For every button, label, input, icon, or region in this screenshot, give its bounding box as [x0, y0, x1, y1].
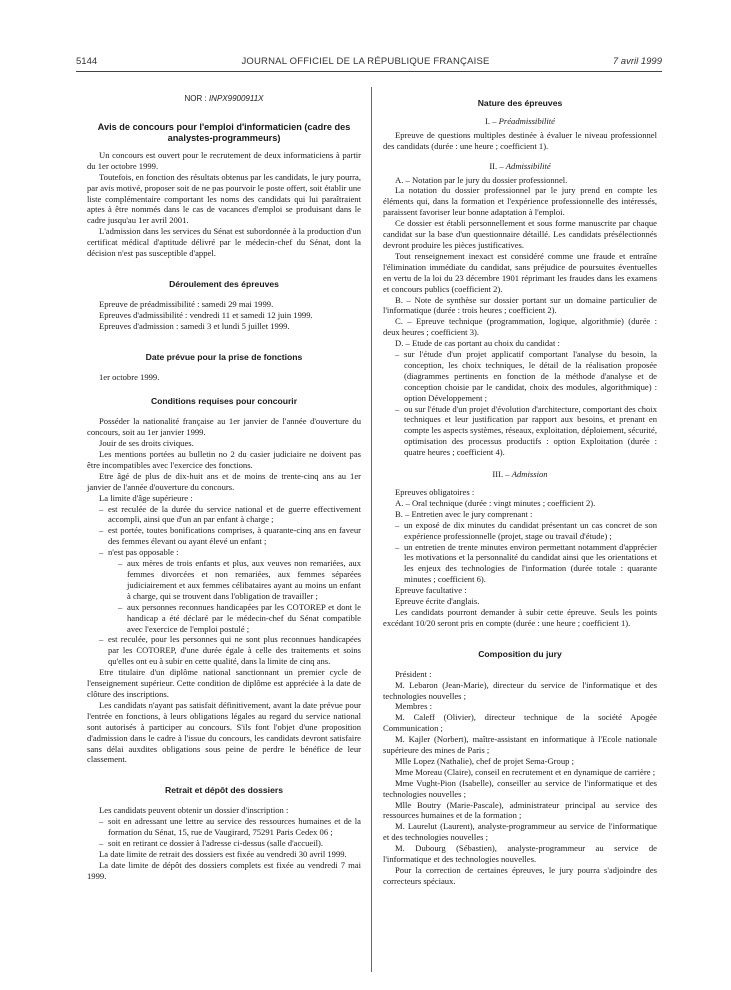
subsection-number: III. –	[492, 469, 510, 480]
age-limit-sublist	[108, 558, 361, 634]
schedule-line: Epreuves d'admissibilité : vendredi 11 et samedi 12 juin 1999.	[99, 309, 313, 320]
condition-paragraph: Les candidats n'ayant pas satisfait définitivement, avant la date prévue pour l'entrée en fonctions, à leurs obligations légales au regard du service national sont autorisés à participer au concours. S'ils font l'objet d'une proposition d'admission dans le cadre à l'issue du concours, les candidats devront satisfaire sans délai auxdites obligations sous peine de perdre le bénéfice de leur classement.	[87, 699, 361, 765]
subsection-title-preadmissibilite	[383, 116, 657, 127]
nor-code: INPX9900911X	[208, 94, 264, 103]
admissibility-paragraph: Ce dossier est établi personnellement et sous forme manuscrite par chaque candidat sur la base d'un questionnaire détaillé. Les candidats présélectionnés devront produire les pièces justificatives.	[383, 218, 657, 250]
right-column	[383, 94, 657, 887]
section-title-date-prevue: Date prévue pour la prise de fonctions	[145, 351, 303, 362]
closing-paragraph: Pour la correction de certaines épreuves, le jury pourra s'adjoindre des correcteurs spéciaux.	[383, 865, 657, 886]
notice-title: Avis de concours pour l'emploi d'informaticien (cadre des analystes-programmeurs)	[97, 121, 351, 143]
jury-member: Mme Moreau (Claire), conseil en recrutement et en dynamique de carrière ;	[395, 766, 656, 777]
jury-member: M. Laurelut (Laurent), analyste-programmeur au service de l'informatique et des technologies nouvelles ;	[383, 821, 657, 843]
jury-member: Mlle Boutry (Marie-Pascale), administrateur principal au service des ressources humaines et de la formation ;	[383, 799, 657, 821]
jury-member: Mme Vught-Pion (Isabelle), conseiller au service de l'informatique et des technologies nouvelles ;	[383, 777, 657, 799]
column-divider	[371, 87, 372, 972]
left-column	[87, 94, 361, 882]
president-label: Président :	[395, 668, 432, 679]
subsection-number: II. –	[489, 160, 504, 171]
intro-paragraph: L'admission dans les services du Sénat est subordonnée à la production d'un certificat médical d'aptitude délivré par le médecin-chef du Sénat, dont la décision n'est pas susceptible d'appel.	[87, 226, 361, 259]
retrait-list	[87, 816, 361, 849]
condition-paragraph: Posséder la nationalité française au 1er janvier de l'année d'ouverture du concours, soit au 1er janvier 1999.	[87, 416, 361, 438]
list-item: – est reculée de la durée du service national et de guerre effectivement accompli, ainsi que d'un an par enfant à charge ;	[99, 504, 361, 526]
header-rule	[76, 71, 662, 72]
admissibility-paragraph: Tout renseignement inexact est considéré comme une fraude et entraîne l'élimination immédiate du candidat, sans préjudice de poursuites éventuelles en vertu de la loi du 23 décembre 1901 réprimant les fraudes dans les examens et concours publics (coefficient 2).	[383, 250, 657, 294]
condition-paragraph: Les mentions portées au bulletin no 2 du casier judiciaire ne doivent pas être incompatibles avec l'exercice des fonctions.	[87, 449, 361, 470]
deadline-paragraph: La date limite de retrait des dossiers est fixée au vendredi 30 avril 1999.	[99, 848, 347, 859]
subsection-number: I. –	[485, 115, 497, 126]
admissibility-item-b: B. – Note de synthèse sur dossier portant sur un domaine particulier de l'informatique (durée : trois heures ; coefficient 2).	[383, 294, 657, 316]
condition-paragraph: Etre titulaire d'un diplôme national sanctionnant un premier cycle de l'enseignement supérieur. Cette condition de diplôme est appréciée à la date de clôture des inscriptions.	[87, 667, 361, 699]
condition-paragraph: La limite d'âge supérieure :	[99, 492, 193, 503]
section-title-retrait: Retrait et dépôt des dossiers	[165, 785, 283, 796]
intro-paragraph: Un concours est ouvert pour le recrutement de deux informaticiens à partir du 1er octobre 1999.	[87, 149, 361, 171]
optional-label: Epreuve facultative :	[395, 585, 467, 596]
nor-line	[87, 94, 361, 105]
list-item: – est portée, toutes bonifications comprises, à quarante-cinq ans en faveur des femmes élevant ou ayant élevé un enfant ;	[99, 525, 361, 547]
condition-paragraph: Jouir de ses droits civiques.	[99, 438, 194, 449]
schedule-line: Epreuve de préadmissibilité : samedi 29 mai 1999.	[99, 298, 274, 309]
subsection-label: Admissibilité	[505, 160, 551, 171]
intro-paragraph: Toutefois, en fonction des résultats obtenus par les candidats, le jury pourra, par avis motivé, proposer soit de ne pas pourvoir le poste offert, soit établir une liste complémentaire comportant les noms des candidats qui lui paraîtraient aptes à être nommés dans le cas de vacances d'emploi se produisant dans le cadre jusqu'au 1er avril 2001.	[87, 171, 361, 226]
oral-item-b: B. – Entretien avec le jury comprenant :	[395, 508, 533, 519]
issue-date: 7 avril 1999	[612, 56, 662, 67]
journal-title: JOURNAL OFFICIEL DE LA RÉPUBLIQUE FRANÇAISE	[241, 56, 490, 67]
case-study-options	[383, 349, 657, 458]
list-item: – aux personnes reconnues handicapées par les COTOREP et dont le handicap a été déclaré par le médecin-chef du Sénat compatible avec l'exercice de l'emploi postulé ;	[118, 602, 361, 635]
interview-list	[383, 520, 657, 585]
optional-paragraph: Les candidats pourront demander à subir cette épreuve. Seuls les points excédant 10/20 seront pris en compte (durée : une heure ; coefficient 1).	[383, 606, 657, 628]
members-label: Membres :	[395, 701, 432, 712]
oral-item-a: A. – Oral technique (durée : vingt minutes ; coefficient 2).	[395, 497, 596, 508]
nor-label: NOR :	[184, 94, 207, 103]
subsection-title-admissibilite	[383, 161, 657, 172]
optional-text: Epreuve écrite d'anglais.	[395, 596, 480, 607]
section-title-deroulement: Déroulement des épreuves	[169, 278, 279, 289]
list-item: – un entretien de trente minutes environ permettant notamment d'apprécier les motivations et la personnalité du candidat ainsi que les orientations et les enjeux des technologies de l'information (durée totale : quarante minutes ; coefficient 6).	[395, 542, 657, 586]
list-item: – soit en adressant une lettre au service des ressources humaines et de la formation du Sénat, 15, rue de Vaugirard, 75291 Paris Cedex 06 ;	[99, 816, 361, 838]
age-limit-list	[87, 504, 361, 668]
start-date: 1er octobre 1999.	[99, 371, 160, 382]
jury-member: M. Lebaron (Jean-Marie), directeur du service de l'informatique et des technologies nouvelles ;	[383, 679, 657, 701]
condition-paragraph: Etre âgé de plus de dix-huit ans et de moins de trente-cinq ans au 1er janvier de l'année d'ouverture du concours.	[87, 470, 361, 492]
schedule-line: Epreuves d'admission : samedi 3 et lundi 5 juillet 1999.	[99, 320, 290, 331]
list-item: – est reculée, pour les personnes qui ne sont plus reconnues handicapées par les COTOREP, d'une durée égale à celle des traitements et soins qu'elles ont eu à subir en cette qualité, dans la limite de cinq ans.	[99, 634, 361, 667]
mandatory-label: Epreuves obligatoires :	[395, 487, 475, 497]
section-title-conditions: Conditions requises pour concourir	[150, 396, 298, 407]
admissibility-item-c: C. – Epreuve technique (programmation, logique, algorithmie) (durée : deux heures ; coefficient 3).	[383, 316, 657, 338]
page-number: 5144	[76, 56, 98, 67]
list-item: – un exposé de dix minutes du candidat présentant un cas concret de son expérience professionnelle (projet, stage ou travail d'étude) ;	[395, 520, 657, 542]
section-title-jury: Composition du jury	[478, 648, 562, 659]
list-item: – soit en retirant ce dossier à l'adresse ci-dessus (salle d'accueil).	[99, 838, 361, 849]
list-item: – sur l'étude d'un projet applicatif comportant l'analyse du besoin, la conception, les choix techniques, le détail de la réalisation proposée (diagrammes pertinents en fonction de la méthode d'analyse et de conception choisie par le candidat, choix des modules, algorithmique) : option Développement ;	[395, 349, 657, 404]
jury-member: M. Caleff (Olivier), directeur technique de la société Apogée Communication ;	[383, 712, 657, 734]
preadmissibility-text: Epreuve de questions multiples destinée à évaluer le niveau professionnel des candidats (durée : une heure ; coefficient 1).	[383, 129, 657, 151]
jury-member: M. Dubourg (Sébastien), analyste-programmeur au service de l'informatique et des technologies nouvelles.	[383, 843, 657, 865]
jury-member: M. Kajler (Norbert), maître-assistant en informatique à l'Ecole nationale supérieure des mines de Paris ;	[383, 734, 657, 756]
deadline-paragraph: La date limite de dépôt des dossiers complets est fixée au vendredi 7 mai 1999.	[87, 859, 361, 881]
list-item: – aux mères de trois enfants et plus, aux veuves non remariées, aux femmes divorcées et non remariées, aux femmes séparées judiciairement et aux femmes célibataires ayant au moins un enfant à charge, qui se trouvent dans l'obligation de travailler ;	[118, 558, 361, 602]
subsection-title-admission	[383, 469, 657, 480]
list-item: – ou sur l'étude d'un projet d'évolution d'architecture, comportant des choix techniques et leur justification par rapport aux besoins, et prenant en compte les aspects systèmes, réseaux, exploitation, déploiement, sécurité, optimisation des processus productifs : option Exploitation (durée : quatre heures ; coefficient 4).	[395, 404, 657, 459]
subsection-label: Préadmissibilité	[498, 115, 555, 126]
admissibility-item-a: A. – Notation par le jury du dossier professionnel.	[395, 174, 568, 185]
admissibility-paragraph: La notation du dossier professionnel par le jury prend en compte les éléments qui, dans la formation et l'expérience professionnelle des intéressés, paraissent favoriser leur bonne adaptation à l'emploi.	[383, 185, 657, 218]
admissibility-item-d: D. – Etude de cas portant au choix du candidat :	[395, 338, 560, 349]
section-title-nature: Nature des épreuves	[477, 98, 563, 108]
list-item-text: n'est pas opposable :	[108, 547, 179, 558]
jury-member: Mlle Lopez (Nathalie), chef de projet Sema-Group ;	[395, 755, 574, 766]
retrait-intro: Les candidats peuvent obtenir un dossier d'inscription :	[99, 805, 289, 816]
subsection-label: Admission	[511, 469, 548, 480]
list-item	[99, 547, 361, 634]
